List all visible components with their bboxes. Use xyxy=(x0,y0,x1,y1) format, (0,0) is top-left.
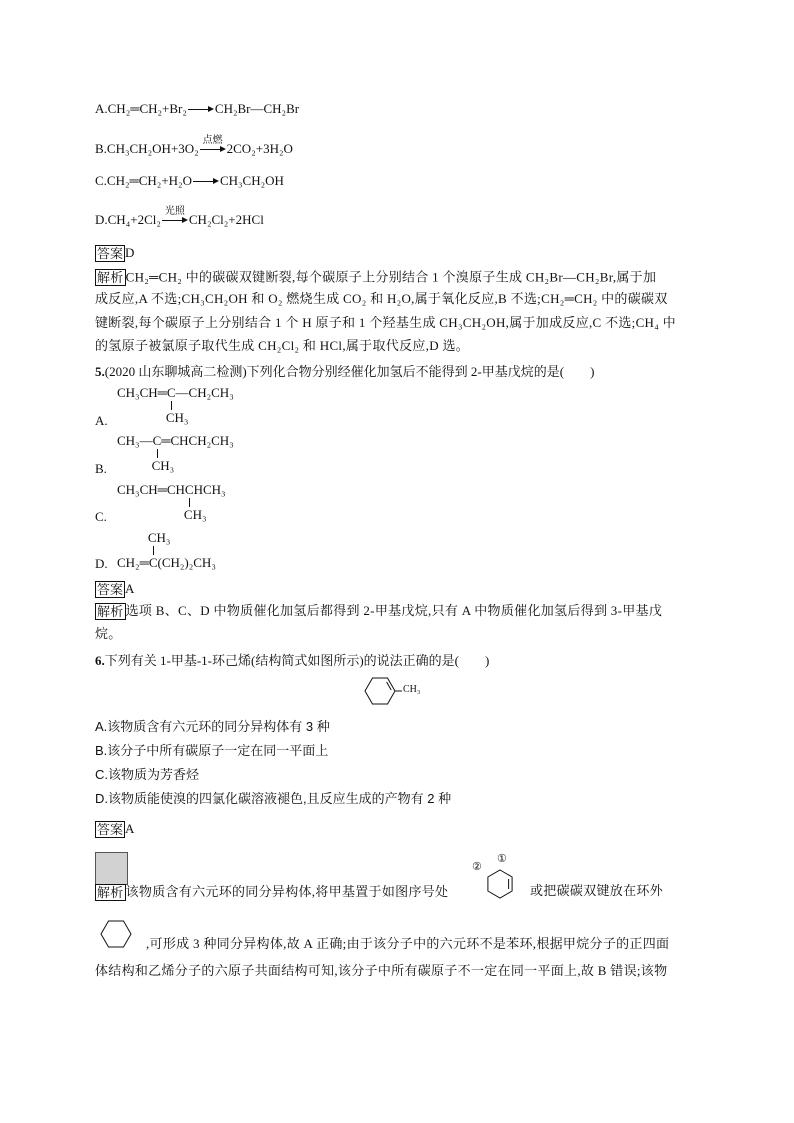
q5-stem xyxy=(95,364,594,380)
position-label-2: ② xyxy=(472,861,482,873)
analysis-line xyxy=(95,598,662,622)
formula-part: CH₃ xyxy=(202,482,226,497)
q6-option-a: A.该物质含有六元环的同分异构体有 3 种 xyxy=(95,719,330,734)
analysis-text: 该物质含有六元环的同分异构体,将甲基置于如图序号处 xyxy=(125,884,449,900)
q4-option-a xyxy=(95,100,299,117)
formula-part: CH₃CH═ xyxy=(117,385,167,400)
q4-option-d xyxy=(95,206,264,228)
q5-option-d-formula xyxy=(117,530,216,571)
cyclohexene-ring xyxy=(365,678,395,704)
q6-analysis-text-2: 或把碳碳双键放在环外 xyxy=(530,883,664,898)
option-label: A. xyxy=(95,101,108,117)
q5-option-b-formula xyxy=(117,433,234,473)
branch-carbon xyxy=(147,530,171,571)
formula-part: —CH₂CH₃ xyxy=(175,385,234,400)
bond-line xyxy=(153,546,154,555)
q6-option-b: B.该分子中所有碳原子一定在同一平面上 xyxy=(95,743,329,758)
q6-analysis-line-3: 体结构和乙烯分子的六原子共面结构可知,该分子中所有碳原子不一定在同一平面上,故 B 错误;该物 xyxy=(95,963,668,978)
branch-group: CH₃ xyxy=(151,458,175,473)
branch-carbon xyxy=(183,482,207,522)
formula-part: CH xyxy=(184,482,203,497)
q5-option-c-formula xyxy=(117,482,226,522)
option-label: D. xyxy=(95,212,108,228)
question-number: 6. xyxy=(95,653,105,668)
option-label: C. xyxy=(95,173,107,189)
branch-group: CH₃ xyxy=(183,507,207,522)
products: CH₂Br—CH₂Br xyxy=(214,101,300,117)
answer-value: D xyxy=(125,245,135,261)
formula-part: (CH₂)₂CH₃ xyxy=(157,555,216,570)
question-text: 下列有关 1-甲基-1-环己烯(结构简式如图所示)的说法正确的是( ) xyxy=(104,653,490,668)
q6-stem xyxy=(95,653,489,669)
cyclohexane-ring xyxy=(101,921,131,947)
branch-group: CH₃ xyxy=(165,410,189,425)
methyl-label: CH₃ xyxy=(403,684,421,695)
q4-option-b xyxy=(95,135,293,157)
analysis-tag: 解析 xyxy=(97,603,124,619)
answer-tag: 答案 xyxy=(97,821,124,837)
formula-part: CH₃CH═CH xyxy=(117,482,185,497)
q6-analysis-line-1 xyxy=(95,883,448,901)
question-text: (2020 山东聊城高二检测)下列化合物分别经催化加氢后不能得到 2-甲基戊烷的是( ) xyxy=(104,364,595,379)
cyclohexane-ring-structure xyxy=(96,914,138,954)
bond-line xyxy=(157,449,158,458)
bond-line xyxy=(171,401,172,410)
analysis-text: 选项 B、C、D 中物质催化加氢后都得到 2-甲基戊烷,只有 A 中物质催化加氢后得到 3-甲基戊 xyxy=(125,603,663,619)
answer-value: A xyxy=(125,821,135,837)
products: 2CO₂+3H₂O xyxy=(226,141,293,157)
branch-group: CH₃ xyxy=(147,530,171,545)
analysis-line: 成反应,A 不选;CH₃CH₂OH 和 O₂ 燃烧生成 CO₂ 和 H₂O,属于氧化反应,B 不选;CH₂═CH₂ 中的碳碳双 xyxy=(95,291,668,307)
formula-part: CH₂═ xyxy=(117,555,149,570)
image-placeholder xyxy=(95,852,128,885)
q6-option-d: D.该物质能使溴的四氯化碳溶液褪色,且反应生成的产物有 2 种 xyxy=(95,791,452,806)
q5-analysis xyxy=(95,598,662,646)
answer-tag: 答案 xyxy=(97,245,124,261)
answer-tag: 答案 xyxy=(97,581,124,597)
position-label-1: ① xyxy=(497,853,507,865)
analysis-line: 的氢原子被氯原子取代生成 CH₂Cl₂ 和 HCl,属于取代反应,D 选。 xyxy=(95,337,470,353)
reaction-condition: 点燃 xyxy=(202,135,223,147)
formula-part: C xyxy=(152,433,162,448)
formula-part: C xyxy=(166,385,176,400)
formula-part: C xyxy=(148,555,158,570)
q5-option-a-label: A. xyxy=(95,413,108,428)
methyl-branch xyxy=(166,401,196,426)
q5-option-d-label: D. xyxy=(95,556,108,571)
analysis-tag: 解析 xyxy=(97,269,124,285)
option-label: B. xyxy=(95,141,107,157)
methylcyclohexene-structure xyxy=(358,672,430,710)
formula-part: CH₃— xyxy=(117,433,153,448)
reactants: CH₃CH₂OH+3O₂ xyxy=(106,141,199,157)
reaction-arrow-icon xyxy=(188,105,214,113)
analysis-text: CH₂═CH₂ 中的碳碳双键断裂,每个碳原子上分别结合 1 个溴原子生成 CH₂Br—CH₂Br,属于加 xyxy=(125,269,657,285)
reaction-arrow-icon xyxy=(162,206,188,224)
q5-answer xyxy=(95,580,134,598)
q6-answer xyxy=(95,820,134,838)
analysis-line xyxy=(95,264,676,287)
question-number: 5. xyxy=(95,364,105,379)
q4-option-c xyxy=(95,172,284,189)
bond-line xyxy=(189,498,190,507)
methyl-branch xyxy=(148,530,178,555)
branch-carbon xyxy=(151,433,175,473)
q4-answer xyxy=(95,244,134,262)
reactants: CH₄+2Cl₂ xyxy=(107,212,161,228)
numbered-cyclohexene-structure xyxy=(466,848,524,904)
reactants: CH₂═CH₂+Br₂ xyxy=(107,101,187,117)
q6-analysis-line-2: ,可形成 3 种同分异构体,故 A 正确;由于该分子中的六元环不是苯环,根据甲烷分子的正四面 xyxy=(146,936,670,951)
analysis-tag: 解析 xyxy=(97,884,124,900)
reaction-arrow-icon xyxy=(193,177,219,185)
reactants: CH₂═CH₂+H₂O xyxy=(106,173,192,189)
reaction-condition: 光照 xyxy=(164,206,185,218)
reaction-arrow-icon xyxy=(200,135,226,153)
branch-carbon xyxy=(165,385,189,425)
q4-analysis xyxy=(95,264,676,357)
q5-option-b-label: B. xyxy=(95,461,107,476)
methyl-branch xyxy=(152,449,182,474)
q6-option-c: C.该物质为芳香烃 xyxy=(95,767,200,782)
methyl-branch xyxy=(184,498,214,523)
q5-option-a-formula xyxy=(117,385,234,425)
formula-part: ═CHCH₂CH₃ xyxy=(161,433,234,448)
answer-value: A xyxy=(125,581,135,597)
q5-option-c-label: C. xyxy=(95,509,107,524)
products: CH₃CH₂OH xyxy=(219,173,284,189)
analysis-line: 键断裂,每个碳原子上分别结合 1 个 H 原子和 1 个羟基生成 CH₃CH₂OH,属于加成反应,C 不选;CH₄ 中 xyxy=(95,314,676,330)
products: CH₂Cl₂+2HCl xyxy=(188,212,264,228)
analysis-line: 烷。 xyxy=(95,626,122,641)
